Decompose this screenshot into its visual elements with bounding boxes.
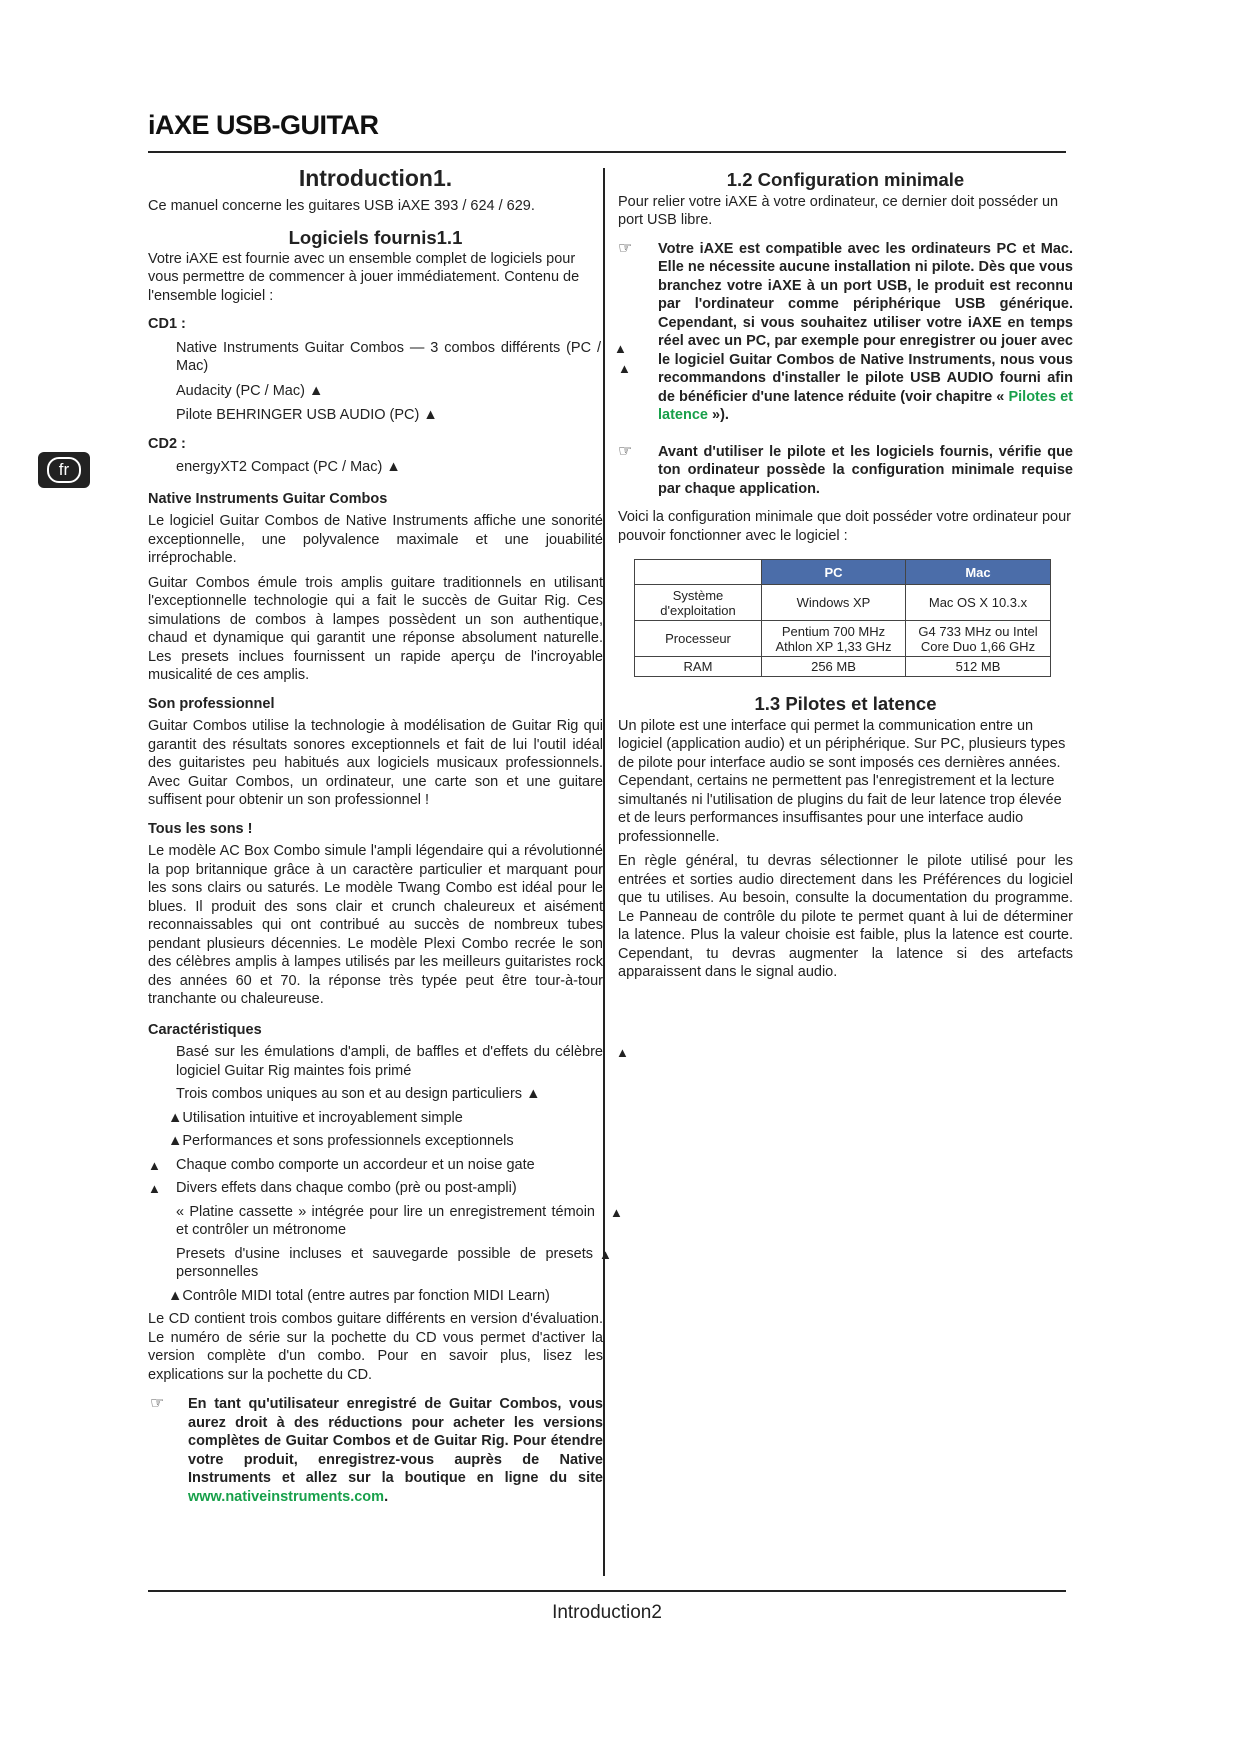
drivers-paragraph-1: Un pilote est une interface qui permet la communication entre un logiciel (application audio) et un périphérique. Sur PC, plusieurs types de pilote pour interface audio se sont imposés ces dernières années. Cependant, certains ne permettent pas l'enregistrement et la lecture simultanés ni l'utilisation de plugins du fait de leur latence trop élevée et de leurs performances insuffisantes pour une interface audio professionnelle.	[618, 717, 1066, 845]
table-header-cell: PC	[762, 560, 906, 585]
table-cell: G4 733 MHz ou Intel Core Duo 1,66 GHz	[906, 621, 1051, 657]
note-text: En tant qu'utilisateur enregistré de Guitar Combos, vous aurez droit à des réductions pour acheter les versions complètes de Guitar Combos et de Guitar Rig. Pour étendre votre produit, enregistrez-vous auprès de Native Instruments et allez sur la boutique en ligne du site	[188, 1396, 603, 1486]
requirements-note	[618, 443, 1073, 499]
language-badge-label: fr	[47, 457, 81, 483]
table-header-cell: Mac	[906, 560, 1051, 585]
cd1-list	[148, 339, 627, 425]
list-item: Presets d'usine incluses et sauvegarde possible de presets personnelles ▲	[176, 1245, 612, 1280]
pro-paragraph: Guitar Combos utilise la technologie à modélisation de Guitar Rig qui garantit des résultats sonores exceptionnels et fait de lui l'outil idéal des guitaristes peu habitués aux logiciels musicaux professionnels. Avec Guitar Combos, un ordinateur, une carte son et une guitare suffisent pour obtenir un son professionnel !	[148, 718, 603, 808]
cd-paragraph: Le CD contient trois combos guitare différents en version d'évaluation. Le numéro de série sur la pochette du CD vous permet d'activer la version complète d'un combo. Pour en savoir plus, lisez les explications sur la pochette du CD.	[148, 1311, 603, 1383]
header-rule	[148, 151, 1066, 153]
triangle-bullet-icon: ▲	[618, 360, 631, 376]
language-badge	[38, 452, 90, 488]
list-item: energyXT2 Compact (PC / Mac) ▲	[176, 459, 401, 475]
table-cell: Système d'exploitation	[635, 585, 762, 621]
table-row	[635, 657, 1051, 677]
list-item: ▲Utilisation intuitive et incroyablement simple	[168, 1109, 463, 1126]
list-item: Native Instruments Guitar Combos — 3 combos différents (PC / Mac)	[176, 339, 601, 374]
cd1-label: CD1 :	[148, 316, 186, 332]
compatibility-note: ☞ ▲ Votre iAXE est compatible avec les ordinateurs PC et Mac. Elle ne nécessite aucune installation ni pilote. Dès que vous branchez votre iAXE à un port USB, le produit est reconnu par l'ordinateur comme périphérique USB générique. Cependant, si vous souhaitez utiliser votre iAXE en temps réel avec un PC, par exemple pour enregistrer ou jouer avec le logiciel Guitar Combos de Native Instruments, nous vous recommandons d'installer le pilote USB AUDIO fourni afin de bénéficier d'une latence réduite (voir chapitre « Pilotes et latence »).	[618, 239, 1073, 423]
triangle-bullet-icon: ▲	[610, 1204, 623, 1220]
footer-rule	[148, 1590, 1066, 1592]
document-title: iAXE USB-GUITAR	[148, 110, 379, 140]
triangle-bullet-icon: ▲	[148, 1181, 161, 1196]
requirements-table	[634, 559, 1051, 677]
list-item: ▲ Chaque combo comporte un accordeur et un noise gate	[148, 1156, 603, 1175]
drivers-latency-link[interactable]: Pilotes et latence	[658, 388, 1073, 423]
ni-paragraph-2: Guitar Combos émule trois amplis guitare traditionnels en utilisant l'exceptionnelle technologie qui a fait le succès de Guitar Rig. Ces simulations de combos à lampes possèdent un son authentique, chaud et dynamique qui garantit une réponse absolument naturelle. Les presets inclues fournissent un rapide aperçu de l'incroyable musicalité de ces amplis.	[148, 574, 603, 683]
list-item: « Platine cassette » intégrée pour lire un enregistrement témoin et contrôler un métronome ▲	[176, 1203, 623, 1238]
table-row	[635, 621, 1051, 657]
pro-heading: Son professionnel	[148, 695, 275, 712]
ni-paragraph-1: Le logiciel Guitar Combos de Native Instruments affiche une sonorité exceptionnelle, une polyvalence maximale et une jouabilité irréprochable.	[148, 513, 603, 566]
table-cell: RAM	[635, 657, 762, 677]
right-column	[618, 171, 1073, 982]
triangle-bullet-icon: ▲	[616, 1045, 629, 1060]
pointing-hand-icon: ☞	[618, 239, 633, 257]
intro-heading: Introduction1.	[298, 165, 453, 191]
drivers-heading: 1.3 Pilotes et latence	[754, 693, 937, 714]
table-cell: 512 MB	[906, 657, 1051, 677]
sounds-heading: Tous les sons !	[148, 820, 253, 837]
sounds-paragraph: Le modèle AC Box Combo simule l'ampli légendaire qui a révolutionné la pop britannique grâce à un caractère particulier et marquant pour les sons clairs ou saturés. Le modèle Twang Combo est idéal pour le blues. Il produit des sons clair et crunch chaleureux et aisément reconnaissables qui ont contribué au succès de nombreux tubes pendant plusieurs décennies. Le modèle Plexi Combo recrée le son des célèbres amplis à lampes utilisés par les meilleurs guitaristes rock des années 60 et 70. la réponse très typée peut être tour-à-tour tranchante ou chaleureuse.	[148, 843, 603, 1007]
table-header-cell	[635, 560, 762, 585]
table-header-row	[635, 560, 1051, 585]
config-heading: 1.2 Configuration minimale	[726, 169, 965, 190]
list-item: Audacity (PC / Mac) ▲	[176, 382, 324, 399]
triangle-bullet-icon: ▲	[599, 1246, 612, 1262]
config-paragraph: Pour relier votre iAXE à votre ordinateur, ce dernier doit posséder un port USB libre.	[618, 193, 1059, 228]
list-item: Trois combos uniques au son et au design particuliers ▲	[176, 1086, 541, 1102]
list-item: ▲Performances et sons professionnels exceptionnels	[168, 1133, 514, 1149]
note-text: Votre iAXE est compatible avec les ordinateurs PC et Mac. Elle ne nécessite aucune installation ni pilote. Dès que vous branchez votre iAXE à un port USB, le produit est reconnu par l'ordinateur comme périphérique USB générique. Cependant, si vous souhaitez utiliser votre iAXE en temps réel avec un PC, par exemple pour enregistrer ou jouer avec le logiciel Guitar Combos de Native Instruments, nous vous recommandons d'installer le pilote USB AUDIO fourni afin de bénéficier d'une latence réduite (voir chapitre «	[658, 240, 1073, 405]
left-column	[148, 165, 629, 1506]
list-item: ▲Contrôle MIDI total (entre autres par fonction MIDI Learn)	[168, 1287, 550, 1304]
table-row	[635, 585, 1051, 621]
triangle-bullet-icon: ▲	[614, 340, 627, 356]
column-divider	[603, 168, 605, 1576]
triangle-bullet-icon: ▲	[148, 1157, 161, 1173]
table-cell: Windows XP	[762, 585, 906, 621]
pointing-hand-icon: ☞	[150, 1395, 165, 1412]
pointing-hand-icon: ☞	[618, 442, 633, 460]
software-text: Votre iAXE est fournie avec un ensemble complet de logiciels pour vous permettre de commencer à jouer immédiatement. Contenu de l'ensemble logiciel :	[148, 250, 580, 304]
registration-note: ☞ En tant qu'utilisateur enregistré de Guitar Combos, vous aurez droit à des réductions pour acheter les versions complètes de Guitar Combos et de Guitar Rig. Pour étendre votre produit, enregistrez-vous auprès de Native Instruments et allez sur la boutique en ligne du site www.nativeinstruments.com.	[150, 1395, 603, 1505]
list-item: Pilote BEHRINGER USB AUDIO (PC) ▲	[176, 407, 438, 423]
list-item: ▲ Divers effets dans chaque combo (prè ou post-ampli)	[148, 1179, 603, 1198]
table-cell: Mac OS X 10.3.x	[906, 585, 1051, 621]
cd2-label: CD2 :	[148, 435, 186, 452]
list-item: Basé sur les émulations d'ampli, de baffles et d'effets du célèbre logiciel Guitar Rig maintes fois primé	[176, 1044, 603, 1079]
drivers-paragraph-2: En règle général, tu devras sélectionner le pilote utilisé pour les entrées et sorties audio directement dans les Préférences du logiciel que tu utilises. Au besoin, consulte la documentation du programme. Le Panneau de contrôle du pilote te permet quant à lui de déterminer la latence. Plus la valeur choisie est faible, plus la latence est courte. Cependant, tu devras augmenter la latence si des artefacts apparaissent dans le signal audio.	[618, 853, 1073, 980]
config-paragraph-2: Voici la configuration minimale que doit posséder votre ordinateur pour pouvoir fonctionner avec le logiciel :	[618, 509, 1071, 544]
features-heading: Caractéristiques	[148, 1021, 262, 1038]
nativeinstruments-link[interactable]: www.nativeinstruments.com	[188, 1488, 385, 1505]
software-heading: Logiciels fournis1.1	[288, 227, 463, 248]
table-cell: 256 MB	[762, 657, 906, 677]
intro-text: Ce manuel concerne les guitares USB iAXE 393 / 624 / 629.	[148, 197, 535, 214]
features-list	[148, 1043, 629, 1305]
note-text: Avant d'utiliser le pilote et les logiciels fournis, vérifie que ton ordinateur possède la configuration minimale requise par chaque application.	[658, 443, 1073, 497]
ni-heading: Native Instruments Guitar Combos	[148, 490, 388, 507]
table-cell: Pentium 700 MHz Athlon XP 1,33 GHz	[762, 621, 906, 657]
table-cell: Processeur	[635, 621, 762, 657]
page-footer: Introduction2	[552, 1602, 662, 1623]
